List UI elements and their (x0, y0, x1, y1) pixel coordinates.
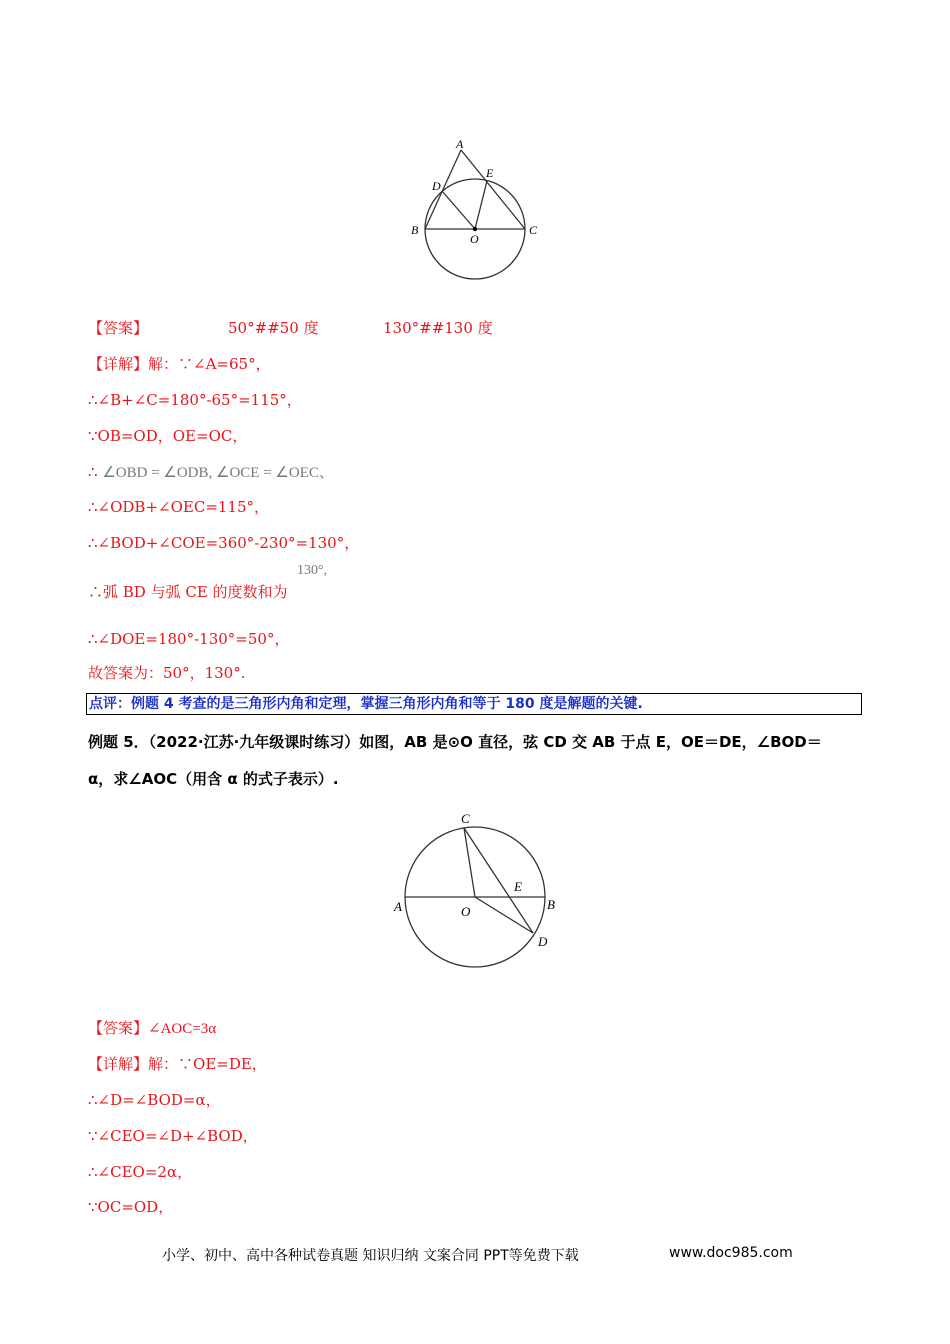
label-b: B (411, 223, 419, 237)
answer-4-first: 50°##50 度 (228, 319, 319, 337)
detail-label-4: 【详解】 (88, 355, 149, 373)
chord-cd (464, 828, 533, 933)
answer-label-5: 【答案】 (88, 1019, 149, 1037)
raised-value-130: 130°, (297, 563, 328, 578)
label-e: E (486, 166, 494, 180)
label-d2: D (538, 934, 548, 949)
detail-line-4-5: ∴∠BOD+∠COE=360°-230°=130°， (88, 534, 360, 552)
radius-oc (464, 828, 475, 897)
detail-line-4-0 (88, 353, 271, 374)
detail-line-4-8: 故答案为：50°，130°. (88, 664, 246, 682)
label-a: A (456, 137, 464, 151)
label-c: C (529, 223, 538, 237)
detail-intro-5: 解：∵OE=DE， (148, 1055, 267, 1073)
label-o: O (470, 232, 479, 246)
problem-5-line-2: α，求∠AOC（用含 α 的式子表示）. (88, 770, 339, 788)
label-a2: A (394, 899, 402, 914)
answer-5: ∠AOC=3α (148, 1021, 217, 1037)
segment-od (442, 191, 475, 229)
side-ab (425, 150, 461, 229)
segment-oe (475, 181, 487, 229)
comment-box: 点评：例题 4 考查的是三角形内角和定理，掌握三角形内角和等于 180 度是解题的关键. (86, 693, 862, 715)
answer-line-5 (88, 1017, 216, 1038)
problem-5-line-1: 例题 5．（2022·江苏·九年级课时练习）如图，AB 是⊙O 直径，弦 CD 交 AB 于点 E，OE＝DE，∠BOD＝ (88, 733, 822, 751)
therefore-symbol: ∴ (88, 463, 98, 481)
detail-line-4-4: ∴∠ODB+∠OEC=115°， (88, 498, 270, 516)
label-c2: C (461, 811, 470, 826)
figure-circle-chord (385, 805, 565, 985)
detail-line-5-1: ∴∠D=∠BOD=α， (88, 1091, 221, 1109)
side-ac (461, 150, 525, 229)
answer-4-second: 130°##130 度 (383, 319, 493, 337)
detail-line-5-2: ∵∠CEO=∠D+∠BOD， (88, 1127, 258, 1145)
label-d: D (432, 179, 441, 193)
detail-line-5-3: ∴∠CEO=2α， (88, 1163, 193, 1181)
detail-line-5-4: ∵OC=OD， (88, 1198, 174, 1216)
detail-line-4-3 (88, 461, 334, 482)
label-o2: O (461, 904, 471, 919)
footer-url[interactable]: www.doc985.com (669, 1245, 793, 1261)
detail-line-4-2: ∵OB=OD，OE=OC， (88, 427, 248, 445)
detail-line-4-1: ∴∠B+∠C=180°-65°=115°， (88, 391, 302, 409)
footer-text: 小学、初中、高中各种试卷真题 知识归纳 文案合同 PPT等免费下载 (162, 1248, 579, 1264)
figure-triangle-circle (400, 130, 550, 290)
label-b2: B (547, 897, 555, 912)
center-point (473, 227, 477, 231)
detail-line-5-0 (88, 1053, 267, 1074)
detail-line-4-6: ∴弧 BD 与弧 CE 的度数和为 (88, 583, 288, 601)
inline-formula-angles: ∠OBD = ∠ODB, ∠OCE = ∠OEC、 (102, 465, 334, 481)
detail-label-5: 【详解】 (88, 1055, 149, 1073)
detail-line-4-7: ∴∠DOE=180°-130°=50°， (88, 630, 290, 648)
radius-od (475, 897, 533, 933)
answer-label-4: 【答案】 (88, 319, 149, 337)
detail-intro-4: 解：∵∠A=65°， (148, 355, 271, 373)
label-e2: E (514, 879, 522, 894)
